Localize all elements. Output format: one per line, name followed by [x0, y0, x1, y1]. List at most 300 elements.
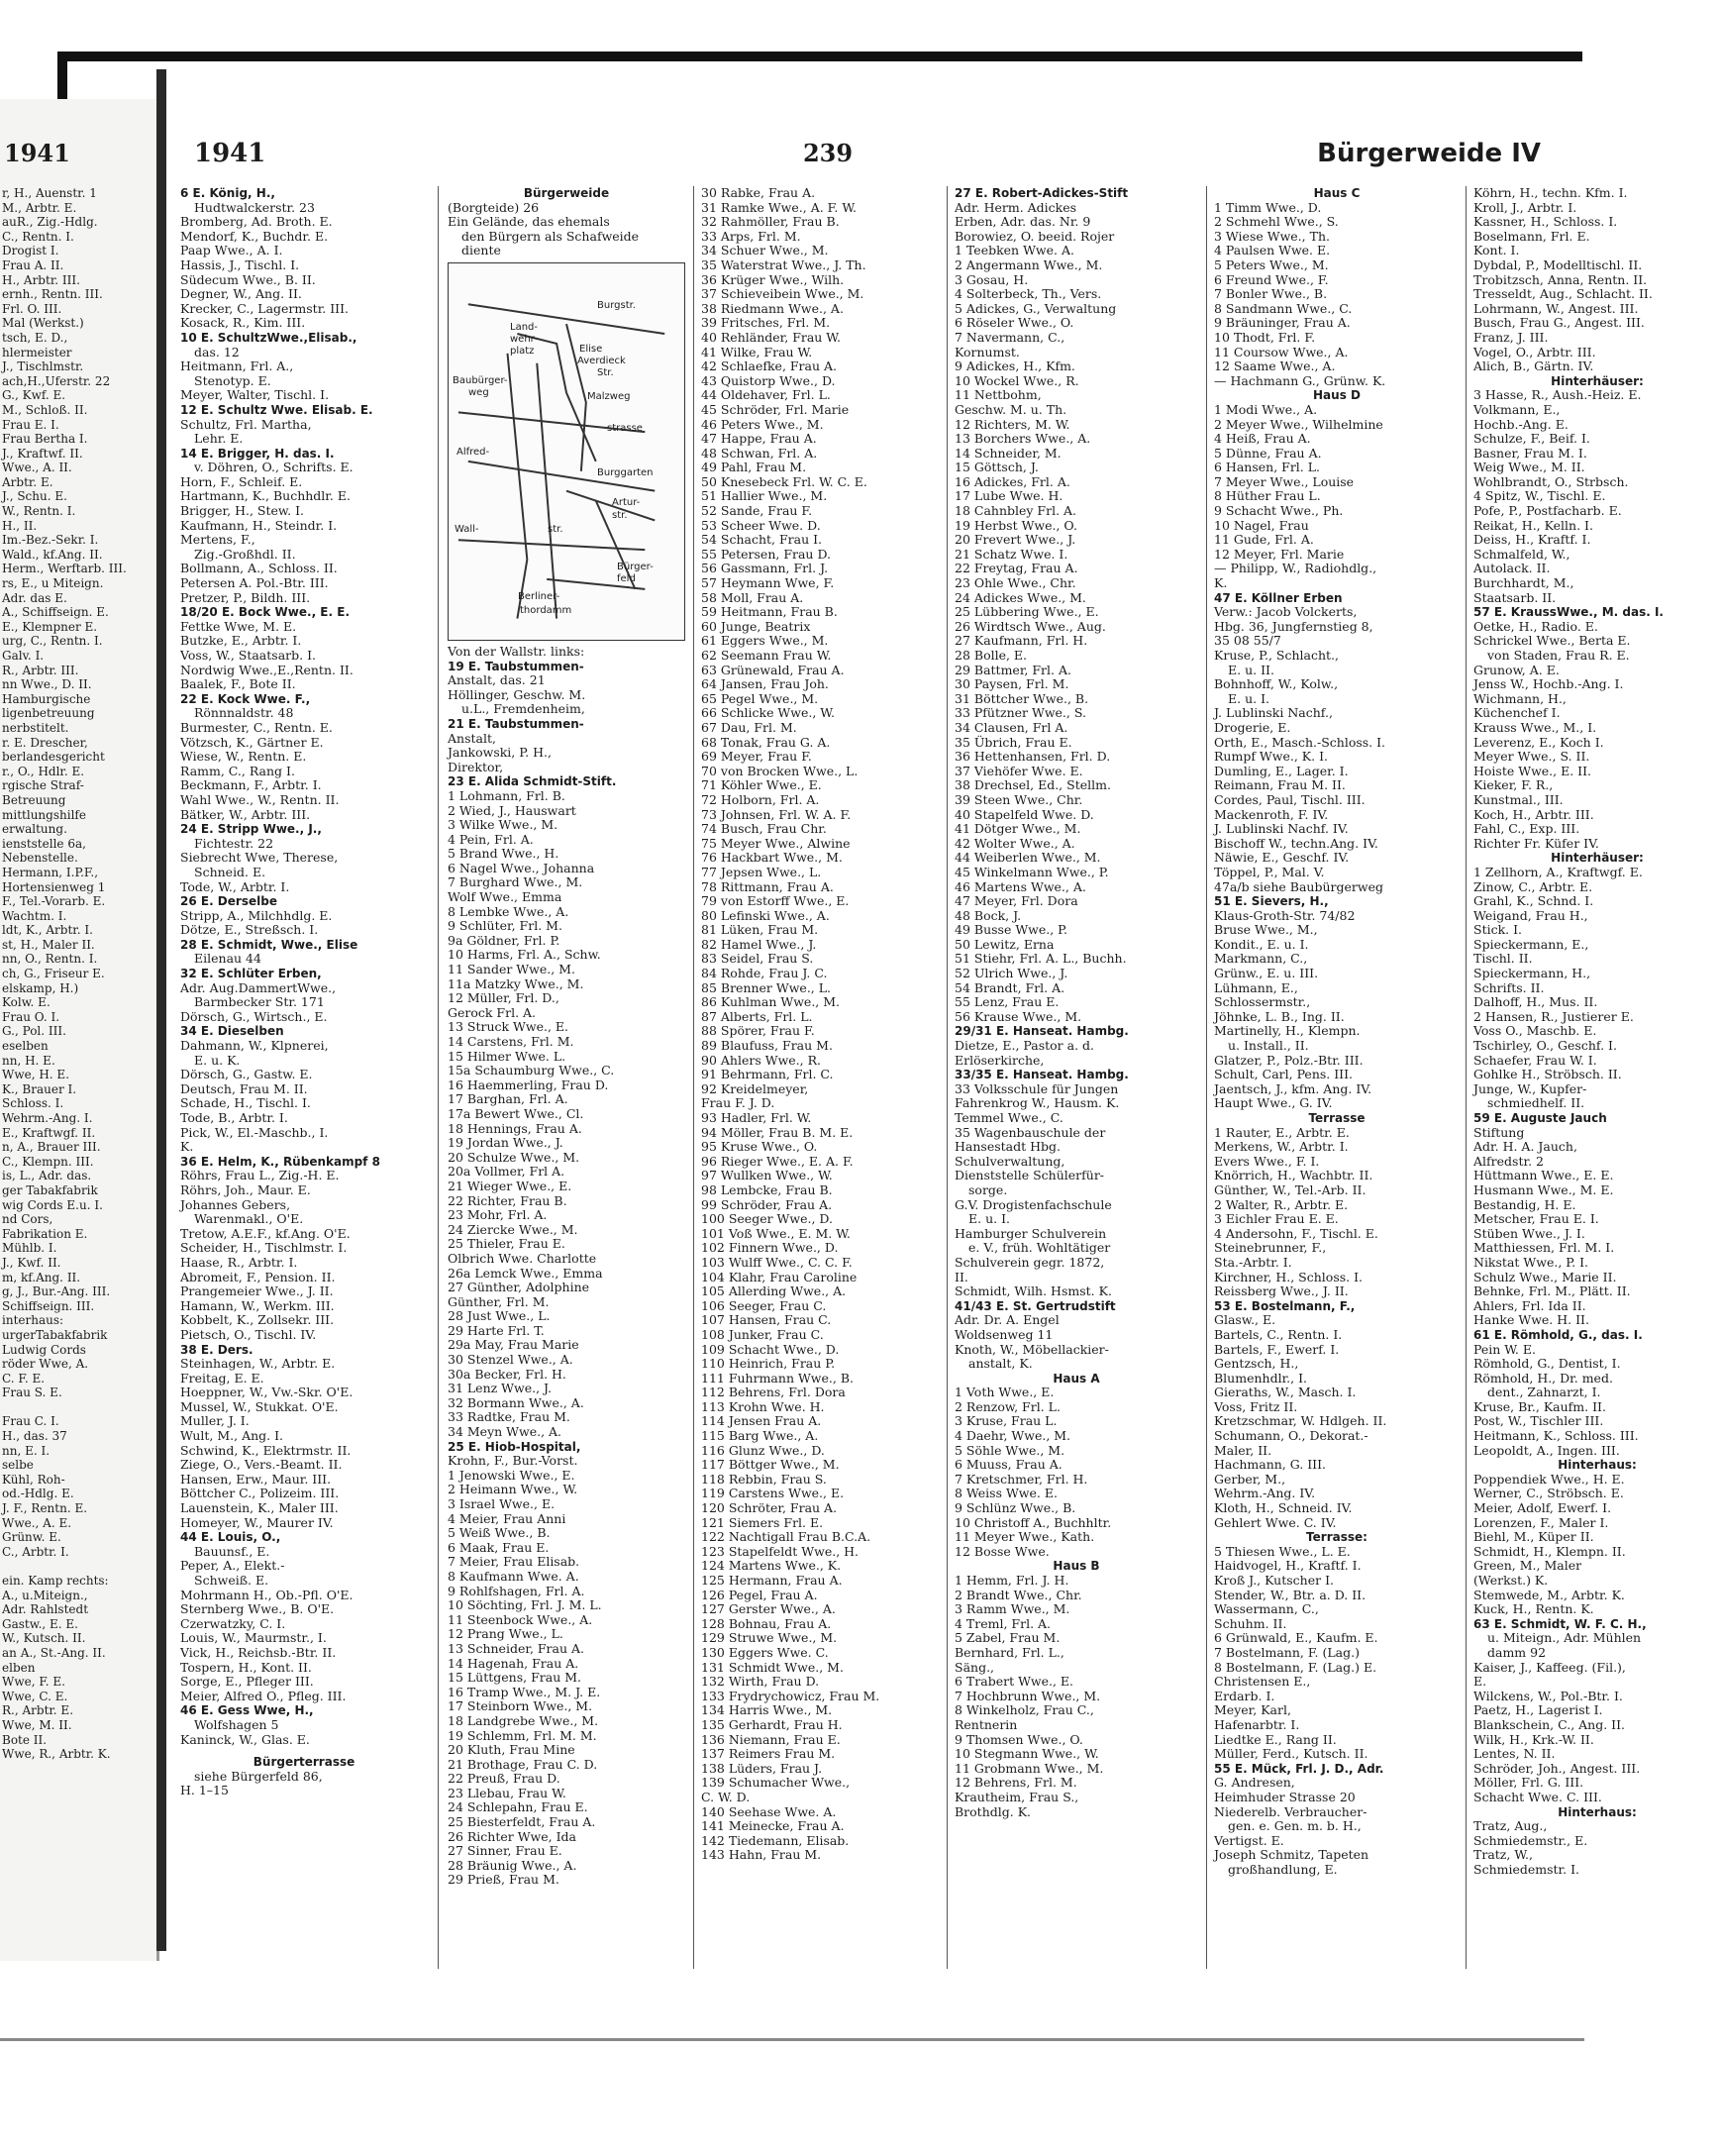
directory-entry: Degner, W., Ang. II.: [180, 286, 302, 302]
directory-entry: Bartels, C., Rentn. I.: [1214, 1326, 1343, 1342]
directory-entry: 46 E. Gess Wwe, H.,: [180, 1703, 314, 1718]
directory-entry: 7 Meier, Frau Elisab.: [448, 1554, 580, 1570]
fragment-line: J. F., Rentn. E.: [2, 1501, 88, 1516]
directory-entry: K.: [1214, 575, 1228, 591]
fragment-line: Wwe, F. E.: [2, 1675, 65, 1690]
directory-entry: G. Andresen,: [1214, 1775, 1295, 1791]
directory-entry: 71 Köhler Wwe., E.: [701, 777, 822, 793]
directory-entry: Gieraths, W., Masch. I.: [1214, 1385, 1357, 1400]
map-label: Baubürger-: [453, 374, 508, 386]
directory-entry: Gerock Frl. A.: [448, 1004, 537, 1020]
directory-entry: Anstalt, das. 21: [448, 672, 546, 688]
directory-entry: 10 Wockel Wwe., R.: [955, 372, 1079, 388]
directory-entry: 138 Lüders, Frau J.: [701, 1760, 823, 1776]
directory-entry: Hartmann, K., Buchhdlr. E.: [180, 488, 351, 504]
directory-entry: 27 Günther, Adolphine: [448, 1280, 590, 1295]
directory-entry: 35 Wagenbauschule der: [955, 1124, 1106, 1140]
directory-entry: 50 Knesebeck Frl. W. C. E.: [701, 473, 867, 489]
directory-entry: Vick, H., Reichsb.-Btr. II.: [180, 1644, 337, 1660]
directory-entry: Meier, Alfred O., Pfleg. III.: [180, 1688, 347, 1703]
directory-entry: 54 Schacht, Frau I.: [701, 532, 823, 548]
directory-entry: 14 Hagenah, Frau A.: [448, 1655, 579, 1671]
directory-entry: 25 Lübbering Wwe., E.: [955, 604, 1099, 620]
directory-entry: 7 Kretschmer, Frl. H.: [955, 1471, 1088, 1487]
directory-entry: 15 Hilmer Wwe. L.: [448, 1048, 566, 1064]
directory-entry: 35 Übrich, Frau E.: [955, 734, 1072, 750]
column-6: [1473, 186, 1721, 1877]
directory-entry: Wichmann, H.,: [1473, 690, 1567, 706]
directory-entry: 11 Sander Wwe., M.: [448, 962, 575, 977]
directory-entry: Kroß J., Kutscher I.: [1214, 1573, 1334, 1588]
map-label: str.: [548, 523, 563, 535]
directory-entry: 45 Schröder, Frl. Marie: [701, 401, 850, 417]
directory-entry: 9 Schlüter, Frl. M.: [448, 918, 562, 934]
directory-entry: Junge, W., Kupfer-: [1473, 1080, 1587, 1096]
directory-entry: 10 Thodt, Frl. F.: [1214, 329, 1316, 345]
directory-entry: 34 Schuer Wwe., M.: [701, 243, 829, 258]
directory-entry: Jenss W., Hochb.-Ang. I.: [1473, 676, 1624, 692]
directory-entry: Siebrecht Wwe, Therese,: [180, 850, 339, 866]
directory-entry: Franz, J. III.: [1473, 329, 1549, 345]
directory-entry: 72 Holborn, Frl. A.: [701, 791, 820, 807]
directory-entry: 47 Happe, Frau A.: [701, 431, 817, 447]
directory-entry: Adr. Herm. Adickes: [955, 199, 1077, 215]
directory-entry: Drogerie, E.: [1214, 719, 1291, 735]
map-label: thordamm: [520, 604, 572, 616]
directory-entry: 85 Brenner Wwe., L.: [701, 979, 832, 995]
fragment-line: hlermeister: [2, 345, 72, 359]
map-label: Wall-: [455, 523, 479, 535]
directory-entry: Römhold, H., Dr. med.: [1473, 1370, 1613, 1386]
directory-entry: Barmbecker Str. 171: [194, 994, 325, 1010]
directory-entry: Spieckermann, H.,: [1473, 966, 1591, 981]
directory-entry: Johannes Gebers,: [180, 1196, 291, 1212]
directory-entry: 4 Pein, Frl. A.: [448, 831, 534, 847]
fragment-line: Frau A. II.: [2, 257, 64, 272]
fragment-line: urgerTabakfabrik: [2, 1327, 108, 1342]
fragment-line: Wald., kf.Ang. II.: [2, 547, 103, 562]
directory-entry: 34 Clausen, Frl A.: [955, 719, 1068, 735]
directory-entry: 12 Prang Wwe., L.: [448, 1626, 563, 1642]
directory-entry: Knoth, W., Möbellackier-: [955, 1341, 1109, 1357]
directory-entry: 119 Carstens Wwe., E.: [701, 1486, 845, 1501]
directory-entry: 26 E. Derselbe: [180, 894, 277, 909]
directory-entry: Dienststelle Schülerfür-: [955, 1168, 1105, 1183]
directory-entry: 11 Grobmann Wwe., M.: [955, 1760, 1104, 1776]
directory-entry: Lentes, N. II.: [1473, 1746, 1556, 1762]
directory-entry: Deutsch, Frau M. II.: [180, 1080, 308, 1096]
fragment-line: Frl. O. III.: [2, 301, 62, 316]
directory-entry: Kroll, J., Arbtr. I.: [1473, 199, 1577, 215]
directory-entry: Rentnerin: [955, 1716, 1018, 1732]
fragment-line: st, H., Maler II.: [2, 937, 95, 952]
directory-entry: 13 Struck Wwe., E.: [448, 1019, 569, 1035]
directory-entry: 128 Bohnau, Frau A.: [701, 1615, 832, 1631]
directory-entry: 43 Quistorp Wwe., D.: [701, 372, 836, 388]
directory-entry: 104 Klahr, Frau Caroline: [701, 1269, 858, 1284]
directory-entry: Warenmakl., O'E.: [194, 1211, 304, 1227]
directory-entry: 5 Brand Wwe., H.: [448, 846, 559, 862]
directory-entry: 102 Finnern Wwe., D.: [701, 1240, 839, 1256]
directory-entry: Dörsch, G., Gastw. E.: [180, 1067, 313, 1082]
directory-entry: 44 Oldehaver, Frl. L.: [701, 387, 831, 403]
directory-entry: Kieker, F. R.,: [1473, 777, 1554, 793]
directory-entry: Haus D: [1313, 388, 1361, 403]
directory-entry: 24 E. Stripp Wwe., J.,: [180, 822, 322, 837]
directory-entry: 1 Modi Wwe., A.: [1214, 401, 1318, 417]
directory-entry: 139 Schumacher Wwe.,: [701, 1775, 851, 1791]
directory-entry: Alfredstr. 2: [1473, 1153, 1544, 1169]
column-3: [701, 186, 939, 1863]
directory-entry: 4 Solterbeck, Th., Vers.: [955, 286, 1102, 302]
fragment-line: ernh., Rentn. III.: [2, 287, 103, 302]
directory-entry: 12 E. Schultz Wwe. Elisab. E.: [180, 402, 373, 417]
directory-entry: 26a Lemck Wwe., Emma: [448, 1265, 603, 1281]
fragment-line: W., Kutsch. II.: [2, 1631, 86, 1646]
fragment-line: H., II.: [2, 518, 38, 533]
directory-entry: 16 Adickes, Frl. A.: [955, 473, 1070, 489]
directory-entry: 106 Seeger, Frau C.: [701, 1297, 827, 1313]
directory-entry: 5 Thiesen Wwe., L. E.: [1214, 1543, 1351, 1559]
directory-entry: Hansestadt Hbg.: [955, 1139, 1061, 1155]
directory-entry: Jöhnke, L. B., Ing. II.: [1214, 1008, 1345, 1024]
directory-entry: 29 Prieß, Frau M.: [448, 1872, 559, 1888]
fragment-line: an A., St.-Ang. II.: [2, 1645, 106, 1660]
directory-entry: 29 Harte Frl. T.: [448, 1322, 545, 1338]
fragment-line: Frau E. I.: [2, 417, 59, 432]
directory-entry: Fahl, C., Exp. III.: [1473, 821, 1580, 837]
directory-entry: Bätker, W., Arbtr. III.: [180, 806, 311, 822]
directory-entry: 120 Schröter, Frau A.: [701, 1500, 838, 1516]
directory-entry: 63 Grünewald, Frau A.: [701, 662, 845, 677]
directory-entry: 10 E. SchultzWwe.,Elisab.,: [180, 330, 357, 345]
directory-entry: Markmann, C.,: [1214, 951, 1308, 967]
directory-entry: Beckmann, F., Arbtr. I.: [180, 777, 322, 793]
directory-entry: 6 Maak, Frau E.: [448, 1539, 550, 1555]
fragment-line: Adr. Rahlstedt: [2, 1602, 89, 1617]
directory-entry: 5 Weiß Wwe., B.: [448, 1525, 551, 1541]
directory-entry: Freitag, E. E.: [180, 1370, 264, 1386]
directory-entry: 112 Behrens, Frl. Dora: [701, 1385, 846, 1400]
fragment-line: nerbstitelt.: [2, 720, 69, 735]
directory-entry: 88 Spörer, Frau F.: [701, 1023, 815, 1039]
directory-entry: Olbrich Wwe. Charlotte: [448, 1250, 597, 1266]
directory-entry: 1 Hemm, Frl. J. H.: [955, 1573, 1069, 1588]
directory-entry: Schmidt, Wilh. Hsmst. K.: [955, 1283, 1112, 1299]
directory-entry: 92 Kreidelmeyer,: [701, 1080, 809, 1096]
directory-entry: Römhold, G., Dentist, I.: [1473, 1356, 1621, 1372]
directory-entry: 49 Busse Wwe., P.: [955, 922, 1068, 938]
directory-entry: Tretow, A.E.F., kf.Ang. O'E.: [180, 1225, 351, 1241]
directory-entry: Spieckermann, E.,: [1473, 936, 1589, 952]
directory-entry: 31 Lenz Wwe., J.: [448, 1381, 553, 1396]
directory-entry: großhandlung, E.: [1228, 1861, 1338, 1877]
directory-entry: Adr. H. A. Jauch,: [1473, 1139, 1577, 1155]
directory-entry: 9 Rohlfshagen, Frl. A.: [448, 1583, 585, 1598]
directory-entry: Anstalt,: [448, 730, 496, 746]
directory-entry: 12 Saame Wwe., A.: [1214, 359, 1336, 374]
directory-entry: u.L., Fremdenheim,: [461, 701, 585, 717]
directory-entry: 98 Lembcke, Frau B.: [701, 1181, 833, 1197]
directory-entry: Hoiste Wwe., E. II.: [1473, 763, 1592, 778]
directory-entry: Louis, W., Maurmstr., I.: [180, 1630, 327, 1646]
directory-entry: 2 Angermann Wwe., M.: [955, 257, 1103, 272]
directory-entry: 125 Hermann, Frau A.: [701, 1573, 843, 1588]
directory-entry: Stick. I.: [1473, 922, 1523, 938]
directory-entry: 29a May, Frau Marie: [448, 1337, 579, 1353]
fragment-line: J., Kraftwf. II.: [2, 446, 83, 461]
directory-entry: 110 Heinrich, Frau P.: [701, 1356, 836, 1372]
directory-entry: Tischl. II.: [1473, 951, 1533, 967]
fragment-line: H., das. 37: [2, 1429, 67, 1444]
directory-entry: u. Miteign., Adr. Mühlen: [1487, 1630, 1642, 1646]
directory-entry: Sorge, E., Pfleger III.: [180, 1674, 314, 1690]
directory-entry: 24 Adickes Wwe., M.: [955, 589, 1086, 605]
fragment-line: tsch, E. D.,: [2, 330, 68, 345]
directory-entry: 2 Walter, R., Arbtr. E.: [1214, 1196, 1349, 1212]
directory-entry: Grünw., E. u. III.: [1214, 966, 1319, 981]
directory-entry: 5 Adickes, G., Verwaltung: [955, 300, 1117, 316]
map-label: Burgstr.: [597, 299, 636, 311]
directory-entry: Pein W. E.: [1473, 1341, 1536, 1357]
map-label: platz: [510, 345, 535, 357]
directory-entry: 136 Niemann, Frau E.: [701, 1731, 841, 1747]
directory-entry: Knörrich, H., Wachbtr. II.: [1214, 1168, 1373, 1183]
directory-entry: Krautheim, Frau S.,: [955, 1789, 1079, 1804]
directory-entry: Autolack. II.: [1473, 561, 1551, 576]
directory-entry: Maler, II.: [1214, 1442, 1272, 1458]
map-label: Str.: [597, 366, 614, 378]
directory-entry: Heitmann, K., Schloss. III.: [1473, 1428, 1639, 1444]
directory-entry: Vötzsch, K., Gärtner E.: [180, 734, 324, 750]
directory-entry: Krecker, C., Lagermstr. III.: [180, 300, 350, 316]
fragment-line: [2, 1559, 152, 1574]
directory-entry: 9 Thomsen Wwe., O.: [955, 1731, 1083, 1747]
directory-entry: 9a Göldner, Frl. P.: [448, 932, 560, 948]
directory-entry: 52 Ulrich Wwe., J.: [955, 966, 1068, 981]
directory-entry: 4 Spitz, W., Tischl. E.: [1473, 488, 1606, 504]
fragment-line: Drogist I.: [2, 244, 59, 258]
directory-entry: Meyer, Karl,: [1214, 1702, 1291, 1718]
fragment-line: J., Schu. E.: [2, 489, 67, 504]
directory-entry: Bruse Wwe., M.,: [1214, 922, 1318, 938]
directory-entry: II.: [955, 1269, 968, 1284]
directory-entry: Peper, A., Elekt.-: [180, 1558, 285, 1574]
directory-entry: 142 Tiedemann, Elisab.: [701, 1832, 850, 1848]
fragment-line: Fabrikation E.: [2, 1226, 88, 1241]
directory-entry: Rönnnaldstr. 48: [194, 705, 294, 721]
directory-entry: 22 Preuß, Frau D.: [448, 1771, 560, 1787]
directory-entry: 141 Meinecke, Frau A.: [701, 1818, 845, 1834]
directory-entry: Fahrenkrog W., Hausm. K.: [955, 1095, 1120, 1111]
directory-entry: 14 Schneider, M.: [955, 445, 1062, 461]
directory-entry: 6 Nagel Wwe., Johanna: [448, 860, 595, 875]
directory-entry: Vogel, O., Arbtr. III.: [1473, 344, 1596, 359]
directory-entry: Staatsarb. II.: [1473, 589, 1557, 605]
directory-entry: 7 Hochbrunn Wwe., M.: [955, 1688, 1101, 1703]
directory-entry: 63 E. Schmidt, W. F. C. H.,: [1473, 1616, 1647, 1631]
directory-entry: Liedtke E., Rang II.: [1214, 1731, 1337, 1747]
directory-entry: 13 Borchers Wwe., A.: [955, 431, 1091, 447]
directory-entry: 3 Gosau, H.: [955, 271, 1029, 287]
directory-entry: 143 Hahn, Frau M.: [701, 1847, 822, 1863]
directory-entry: 3 Israel Wwe., E.: [448, 1496, 556, 1511]
directory-entry: Bürgerweide: [523, 186, 610, 200]
directory-entry: 35 Waterstrat Wwe., J. Th.: [701, 257, 866, 272]
fragment-line: ch, G., Friseur E.: [2, 967, 105, 981]
directory-entry: gen. e. Gen. m. b. H.,: [1228, 1818, 1362, 1834]
directory-entry: Kosack, R., Kim. III.: [180, 315, 306, 331]
fragment-line: Hortensienweg 1: [2, 879, 106, 894]
directory-entry: Stenotyp. E.: [194, 372, 271, 388]
directory-entry: Woldsenweg 11: [955, 1326, 1054, 1342]
fragment-line: nn Wwe., D. II.: [2, 677, 92, 692]
fragment-line: rgische Straf-: [2, 778, 84, 793]
fragment-line: ldt, K., Arbtr. I.: [2, 923, 93, 938]
directory-entry: 4 Meier, Frau Anni: [448, 1510, 566, 1526]
fragment-line: W., Rentn. I.: [2, 504, 76, 519]
directory-entry: Post, W., Tischler III.: [1473, 1413, 1604, 1429]
directory-entry: 60 Junge, Beatrix: [701, 618, 811, 634]
directory-entry: 22 Richter, Frau B.: [448, 1192, 567, 1208]
directory-entry: 1 Voth Wwe., E.: [955, 1385, 1055, 1400]
fragment-line: mittlungshilfe: [2, 807, 86, 822]
directory-entry: 133 Frydrychowicz, Frau M.: [701, 1688, 880, 1703]
directory-entry: 18 Landgrebe Wwe., M.: [448, 1712, 599, 1728]
directory-entry: Kunstmal., III.: [1473, 791, 1564, 807]
directory-entry: Volkmann, E.,: [1473, 401, 1561, 417]
directory-entry: 68 Tonak, Frau G. A.: [701, 734, 831, 750]
directory-entry: 11 Meyer Wwe., Kath.: [955, 1529, 1095, 1545]
directory-entry: Baalek, F., Bote II.: [180, 676, 296, 692]
fragment-line: Wwe, M. II.: [2, 1717, 72, 1732]
directory-entry: 99 Schröder, Frau A.: [701, 1196, 833, 1212]
directory-entry: 87 Alberts, Frl. L.: [701, 1008, 813, 1024]
directory-entry: 4 Heiß, Frau A.: [1214, 431, 1311, 447]
directory-entry: Säng.,: [955, 1659, 995, 1675]
directory-entry: 3 Wilke Wwe., M.: [448, 817, 558, 833]
directory-entry: Merkens, W., Arbtr. I.: [1214, 1139, 1349, 1155]
directory-entry: 2 Heimann Wwe., W.: [448, 1482, 578, 1497]
directory-entry: Busch, Frau G., Angest. III.: [1473, 315, 1645, 331]
directory-entry: 11 Gude, Frl. A.: [1214, 532, 1314, 548]
fragment-line: is, L., Adr. das.: [2, 1169, 92, 1183]
directory-entry: e. V., früh. Wohltätiger: [968, 1240, 1111, 1256]
directory-entry: Rumpf Wwe., K. I.: [1214, 749, 1328, 765]
map-label: strasse: [607, 422, 643, 434]
directory-entry: Matthiessen, Frl. M. I.: [1473, 1240, 1615, 1256]
directory-entry: Stüben Wwe., J. I.: [1473, 1225, 1585, 1241]
directory-entry: 42 Schlaefke, Frau A.: [701, 359, 838, 374]
directory-entry: 8 Kaufmann Wwe. A.: [448, 1568, 579, 1584]
directory-entry: Koch, H., Arbtr. III.: [1473, 806, 1594, 822]
directory-entry: 10 Harms, Frl. A., Schw.: [448, 947, 601, 963]
fragment-line: Mühlb. I.: [2, 1241, 57, 1256]
directory-entry: Fettke Wwe, M. E.: [180, 618, 297, 634]
directory-entry: 134 Harris Wwe., M.: [701, 1702, 833, 1718]
directory-entry: 137 Reimers Frau M.: [701, 1746, 836, 1762]
directory-entry: 75 Meyer Wwe., Alwine: [701, 835, 851, 851]
directory-entry: Pretzer, P., Bildh. III.: [180, 589, 311, 605]
directory-entry: Green, M., Maler: [1473, 1558, 1582, 1574]
directory-entry: 27 Kaufmann, Frl. H.: [955, 633, 1088, 649]
fragment-line: G., Kwf. E.: [2, 388, 66, 403]
fragment-line: m, kf.Ang. II.: [2, 1270, 81, 1284]
directory-entry: 28 Bräunig Wwe., A.: [448, 1857, 577, 1873]
directory-entry: von Staden, Frau R. E.: [1487, 648, 1630, 663]
fragment-line: C. F. E.: [2, 1371, 46, 1386]
directory-entry: Paetz, H., Lagerist I.: [1473, 1702, 1603, 1718]
directory-entry: 36 Hettenhansen, Frl. D.: [955, 749, 1111, 765]
directory-entry: 61 E. Römhold, G., das. I.: [1473, 1327, 1643, 1342]
fragment-line: E., Klempner E.: [2, 619, 98, 634]
directory-entry: 1 Lohmann, Frl. B.: [448, 787, 565, 803]
directory-entry: 8 Sandmann Wwe., C.: [1214, 300, 1353, 316]
directory-entry: Behnke, Frl. M., Plätt. II.: [1473, 1283, 1631, 1299]
directory-entry: Erlöserkirche,: [955, 1052, 1045, 1068]
directory-entry: 25 Thieler, Frau E.: [448, 1236, 565, 1252]
directory-entry: 23 Ohle Wwe., Chr.: [955, 575, 1076, 591]
directory-entry: 20 Frevert Wwe., J.: [955, 532, 1076, 548]
directory-entry: 109 Schacht Wwe., D.: [701, 1341, 840, 1357]
directory-entry: 35 08 55/7: [1214, 633, 1281, 649]
directory-entry: Adr. Dr. A. Engel: [955, 1312, 1060, 1328]
fragment-line: röder Wwe, A.: [2, 1357, 89, 1372]
fragment-line: M., Arbtr. E.: [2, 200, 77, 215]
directory-entry: Voss O., Maschb. E.: [1473, 1023, 1597, 1039]
directory-entry: Weigand, Frau H.,: [1473, 907, 1588, 923]
directory-entry: 49 Pahl, Frau M.: [701, 460, 807, 475]
fragment-line: Wehrm.-Ang. I.: [2, 1111, 93, 1125]
directory-entry: G.V. Drogistenfachschule: [955, 1196, 1112, 1212]
directory-entry: 28 Bolle, E.: [955, 648, 1028, 663]
directory-entry: 113 Krohn Wwe. H.: [701, 1398, 825, 1414]
directory-entry: Mussel, W., Stukkat. O'E.: [180, 1398, 339, 1414]
directory-entry: 121 Siemers Frl. E.: [701, 1514, 824, 1530]
directory-entry: 89 Blaufuss, Frau M.: [701, 1038, 833, 1054]
directory-entry: 48 Bock, J.: [955, 907, 1022, 923]
directory-entry: 33/35 E. Hanseat. Hambg.: [955, 1068, 1129, 1082]
column-rule: [693, 186, 694, 1969]
directory-entry: 4 Andersohn, F., Tischl. E.: [1214, 1225, 1378, 1241]
column-rule: [438, 186, 439, 1969]
directory-entry: Schade, H., Tischl. I.: [180, 1095, 311, 1111]
directory-entry: 39 Fritsches, Frl. M.: [701, 315, 831, 331]
directory-entry: 21 Schatz Wwe. I.: [955, 546, 1068, 562]
spacer: [180, 1747, 428, 1755]
fragment-line: Schiffseign. III.: [2, 1298, 95, 1313]
fragment-line: Frau Bertha I.: [2, 432, 88, 447]
directory-entry: Gentzsch, H.,: [1214, 1356, 1299, 1372]
directory-entry: 94 Möller, Frau B. M. E.: [701, 1124, 854, 1140]
directory-entry: Müller, Ferd., Kutsch. II.: [1214, 1746, 1368, 1762]
street-title: Bürgerweide IV: [1317, 139, 1541, 168]
fragment-line: rs, E., u Miteign.: [2, 576, 104, 591]
directory-entry: 65 Pegel Wwe., M.: [701, 690, 819, 706]
directory-entry: Oetke, H., Radio. E.: [1473, 618, 1598, 634]
directory-entry: Schrickel Wwe., Berta E.: [1473, 633, 1631, 649]
directory-entry: Reikat, H., Kelln. I.: [1473, 517, 1593, 533]
directory-entry: Kondit., E. u. I.: [1214, 936, 1309, 952]
directory-entry: 15 Göttsch, J.: [955, 460, 1039, 475]
directory-entry: Krohn, F., Bur.-Vorst.: [448, 1453, 578, 1469]
directory-entry: 7 Burghard Wwe., M.: [448, 874, 583, 890]
directory-entry: Steinebrunner, F.,: [1214, 1240, 1327, 1256]
directory-entry: 70 von Brocken Wwe., L.: [701, 763, 859, 778]
directory-entry: 40 Stapelfeld Wwe. D.: [955, 806, 1094, 822]
directory-entry: 130 Eggers Wwe. C.: [701, 1644, 829, 1660]
directory-entry: 105 Allerding Wwe., A.: [701, 1283, 847, 1299]
